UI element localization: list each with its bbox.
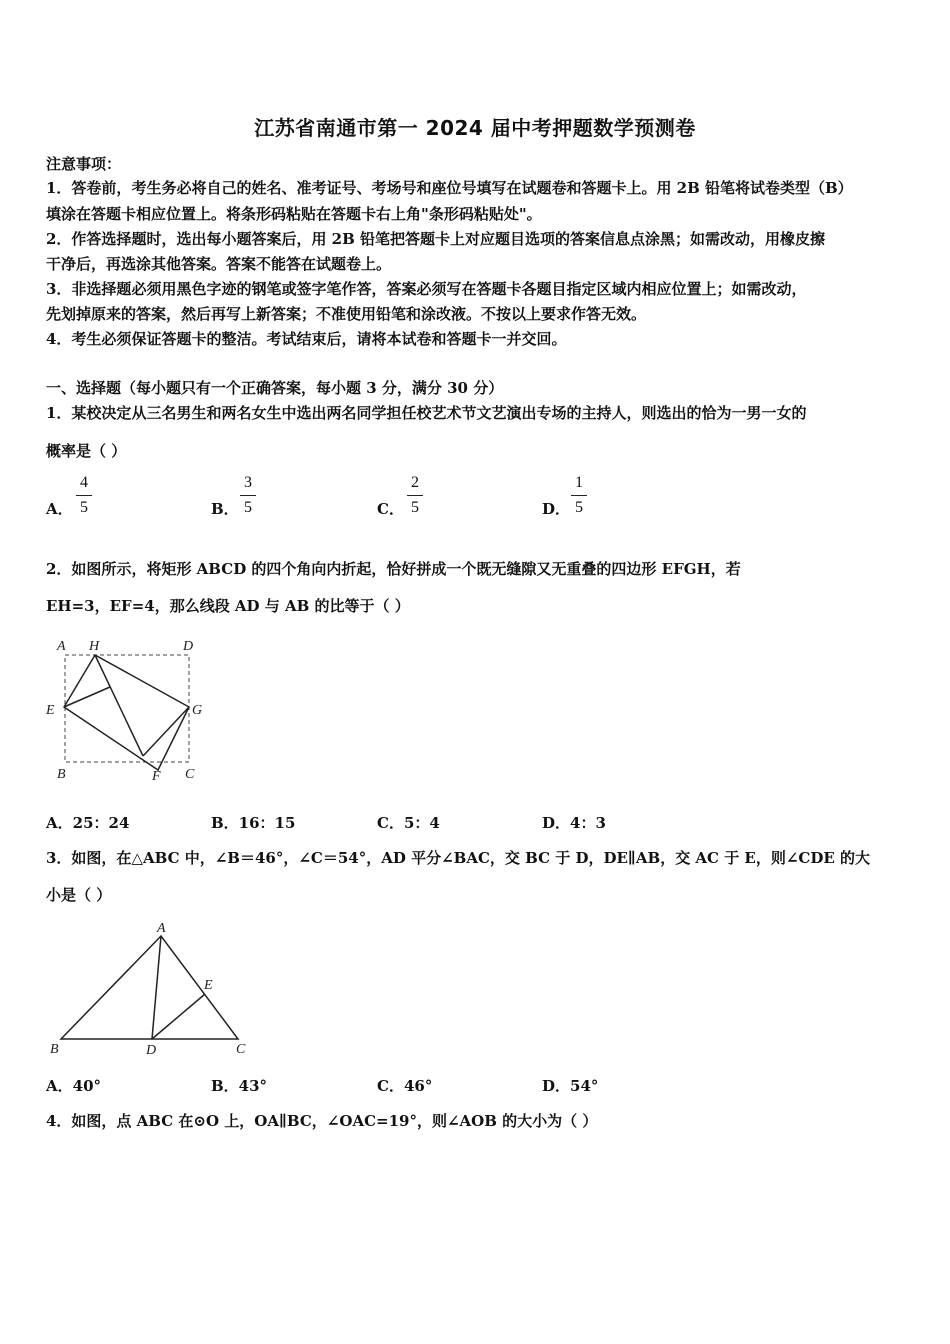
q2-option-b[interactable]: B．16：15: [211, 814, 296, 832]
segment-de: [152, 994, 205, 1039]
q1-option-b-fraction: [238, 473, 258, 518]
numerator: 2: [411, 474, 419, 491]
q2-figure-rectangle: [40, 632, 220, 788]
q3-option-b[interactable]: B．43°: [211, 1077, 268, 1095]
label-c: C: [236, 1042, 246, 1057]
notice-heading: 注意事项：: [46, 155, 122, 173]
label-b: B: [50, 1042, 59, 1057]
label-f: F: [152, 769, 161, 784]
q1-option-a-letter[interactable]: A．: [46, 500, 73, 518]
q3-text-line-1: 3．如图，在△ABC 中，∠B＝46°，∠C＝54°，AD 平分∠BAC，交 BC 于 D，DE∥AB，交 AC 于 E，则∠CDE 的大: [46, 849, 871, 867]
q3-option-c[interactable]: C．46°: [377, 1077, 433, 1095]
q1-option-a-fraction: [74, 473, 94, 518]
page-title: 江苏省南通市第一 2024 届中考押题数学预测卷: [254, 116, 696, 140]
q4-text-line-1: 4．如图，点 ABC 在⊙O 上，OA∥BC，∠OAC=19°，则∠AOB 的大小为（ ）: [46, 1112, 598, 1130]
denominator: 5: [80, 499, 88, 516]
denominator: 5: [575, 499, 583, 516]
label-h: H: [89, 639, 100, 654]
notice-line-6: 先划掉原来的答案，然后再写上新答案；不准使用铅笔和涂改液。不按以上要求作答无效。: [46, 305, 647, 323]
label-a: A: [157, 921, 166, 936]
fold-line-e: [64, 687, 110, 707]
notice-line-1: 1．答卷前，考生务必将自己的姓名、准考证号、考场号和座位号填写在试题卷和答题卡上。用 2B 铅笔将试卷类型（B）: [46, 179, 853, 197]
label-e: E: [46, 703, 55, 718]
numerator: 4: [80, 474, 88, 491]
q1-option-c-letter[interactable]: C．: [377, 500, 404, 518]
q2-option-c[interactable]: C．5：4: [377, 814, 440, 832]
q1-text-line-2: 概率是（ ）: [46, 442, 127, 460]
q1-option-b-letter[interactable]: B．: [211, 500, 239, 518]
notice-line-4: 干净后，再选涂其他答案。答案不能答在试题卷上。: [46, 255, 392, 273]
q1-option-d-letter[interactable]: D．: [542, 500, 571, 518]
numerator: 3: [244, 474, 252, 491]
quadrilateral-efgh: [64, 655, 189, 770]
q3-option-d[interactable]: D．54°: [542, 1077, 599, 1095]
label-d: D: [146, 1043, 157, 1058]
q2-text-line-1: 2．如图所示，将矩形 ABCD 的四个角向内折起，恰好拼成一个既无缝隙又无重叠的四边形 EFGH，若: [46, 560, 741, 578]
q2-option-d[interactable]: D．4：3: [542, 814, 606, 832]
segment-ad: [152, 936, 161, 1039]
label-b: B: [57, 767, 66, 782]
q1-option-d-fraction: [569, 473, 589, 518]
notice-line-2: 填涂在答题卡相应位置上。将条形码粘贴在答题卡右上角"条形码粘贴处"。: [46, 205, 542, 223]
denominator: 5: [411, 499, 419, 516]
q3-text-line-2: 小是（ ）: [46, 886, 112, 904]
q2-text-line-2: EH=3，EF=4，那么线段 AD 与 AB 的比等于（ ）: [46, 597, 410, 615]
label-c: C: [185, 767, 195, 782]
notice-line-3: 2．作答选择题时，选出每小题答案后，用 2B 铅笔把答题卡上对应题目选项的答案信息点涂黑；如需改动，用橡皮擦: [46, 230, 826, 248]
fold-line-hm: [95, 655, 143, 756]
label-e: E: [204, 978, 213, 993]
q2-option-a[interactable]: A．25：24: [46, 814, 130, 832]
q1-text-line-1: 1．某校决定从三名男生和两名女生中选出两名同学担任校艺术节文艺演出专场的主持人，则选出的恰为一男一女的: [46, 404, 807, 422]
notice-line-7: 4．考生必须保证答题卡的整洁。考试结束后，请将本试卷和答题卡一并交回。: [46, 330, 567, 348]
fold-line-g: [143, 707, 189, 756]
denominator: 5: [244, 499, 252, 516]
label-a: A: [57, 639, 66, 654]
label-d: D: [183, 639, 194, 654]
label-g: G: [192, 703, 203, 718]
section-heading: 一、选择题（每小题只有一个正确答案，每小题 3 分，满分 30 分）: [46, 379, 504, 397]
notice-line-5: 3．非选择题必须用黑色字迹的钢笔或签字笔作答，答案必须写在答题卡各题目指定区域内相应位置上；如需改动，: [46, 280, 807, 298]
q3-option-a[interactable]: A．40°: [46, 1077, 102, 1095]
q3-figure-triangle: [40, 916, 260, 1064]
numerator: 1: [575, 474, 583, 491]
q1-option-c-fraction: [405, 473, 425, 518]
